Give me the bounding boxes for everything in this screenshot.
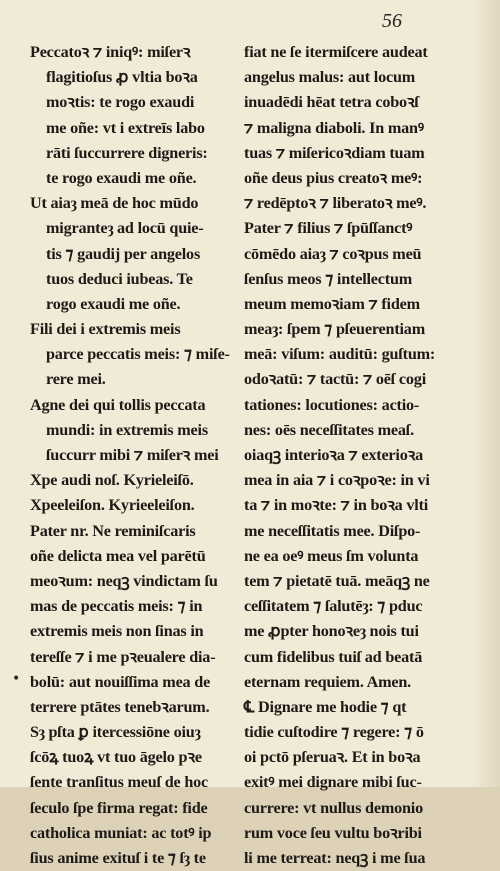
text-line: meum memoꝛiam ⁊ fidem (244, 294, 420, 313)
text-line: ſuccurr mibi ⁊ miſerꝛ mei (46, 446, 219, 464)
text-line: eternam requiem. Amen. (244, 672, 412, 691)
text-line: cum fidelibus tuiſ ad beatā (244, 647, 423, 666)
text-line: meoꝛum: neqꝫ vindictam ſu (30, 571, 218, 590)
text-line: mas de peccatis meis: ⁊ in (30, 597, 203, 616)
text-line: tationes: locutiones: actio- (244, 395, 420, 414)
text-line: Xpe audi noſ. Kyrieleiſō. (30, 471, 194, 490)
text-line: extremis meis non ſinas in (30, 622, 204, 641)
text-line: tuos deduci iubeas. Te (46, 269, 193, 288)
text-line: rogo exaudi me oñe. (46, 294, 181, 313)
text-line: cōmēdo aiaȝ ⁊ coꝛpus meū (244, 244, 422, 263)
text-line: ceſſitatem ⁊ ſalutēȝ: ⁊ pduc (244, 597, 423, 616)
text-line: tereſſe ⁊ i me pꝛeualere dia- (30, 647, 216, 666)
margin-dot: • (12, 671, 21, 687)
text-line: oi pctō pſeruaꝛ. Et in boꝛa (244, 748, 421, 767)
text-line: tem ⁊ pietatē tuā. meāqꝫ ne (244, 571, 430, 590)
text-line: meā: viſum: auditū: guſtum: (244, 345, 436, 364)
text-line: meaȝ: ſpem ⁊ pſeuerentiam (244, 320, 425, 339)
text-line: Xpeeleiſon. Kyrieeleiſon. (30, 496, 195, 515)
text-line: me oñe: vt i extreīs labo (46, 118, 205, 137)
text-line: Pater nr. Ne reminiſcaris (30, 521, 196, 540)
text-line: Peccatoꝛ ⁊ iniqꝰ: miſerꝛ (30, 43, 191, 61)
text-line: Fili dei i extremis meis (30, 320, 181, 339)
right-text-column (244, 40, 466, 871)
text-line: Pater ⁊ filius ⁊ ſpūſſanctꝰ (244, 219, 413, 238)
text-line: ſcōꝝ tuoꝝ vt tuo āgelo pꝛe (30, 748, 202, 767)
text-line: moꝛtis: te rogo exaudi (46, 93, 195, 112)
text-line: oiaqꝫ interioꝛa ⁊ exterioꝛa (244, 446, 423, 464)
text-line: rāti ſuccurrere digneris: (46, 143, 208, 162)
text-line: currere: vt nullus demonio (244, 798, 424, 817)
text-line: ſente tranſitus meuſ de hoc (30, 773, 209, 792)
text-line: oñe deus pius creatoꝛ meꝰ: (244, 168, 423, 187)
page-number: 56 (382, 10, 402, 32)
text-line: ſeculo ſpe firma regat: fide (30, 798, 208, 817)
text-line: Agne dei qui tollis peccata (30, 395, 206, 414)
text-line: odoꝛatū: ⁊ tactū: ⁊ oēſ cogi (244, 370, 426, 389)
text-line: ⁊ maligna diaboli. In manꝰ (244, 118, 424, 137)
text-line: te rogo exaudi me oñe. (46, 168, 197, 187)
text-line: rum voce ſeu vultu boꝛribi (244, 823, 422, 842)
text-line: li me terreat: neqꝫ i me ſua (244, 849, 426, 867)
text-line: tuas ⁊ miſericoꝛdiam tuam (244, 143, 425, 162)
text-line: oñe delicta mea vel parētū (30, 546, 206, 565)
text-line: Ut aiaȝ meā de hoc mūdo (30, 194, 199, 213)
text-line: tidie cuſtodire ⁊ regere: ⁊ ō (244, 723, 424, 742)
text-line: migranteȝ ad locū quie- (46, 219, 204, 238)
text-line: mundi: in extremis meis (46, 420, 208, 439)
text-line: fiat ne ſe itermiſcere audeat (244, 43, 428, 61)
text-line: exitꝰ mei dignare mibi ſuc- (244, 773, 422, 792)
text-line: tis ⁊ gaudij per angelos (46, 244, 201, 263)
text-line: rere mei. (46, 370, 106, 389)
text-line: ⁊ redēptoꝛ ⁊ liberatoꝛ meꝰ. (244, 194, 427, 213)
text-line: ſenſus meos ⁊ intellectum (244, 269, 413, 288)
text-line: ſius anime exituſ i te ⁊ ſȝ te (30, 849, 206, 867)
text-line: angelus malus: aut locum (244, 68, 416, 87)
text-line: terrere ptātes tenebꝛarum. (30, 697, 210, 716)
text-line: flagitioſus ꝓ vltia boꝛa (46, 68, 198, 87)
text-line: bolū: aut nouiſſima mea de (30, 672, 211, 691)
text-line: nes: oēs neceſſitates meaſ. (244, 420, 414, 439)
text-line: catholica muniat: ac totꝰ ip (30, 823, 212, 842)
text-line: ta ⁊ in moꝛte: ⁊ in boꝛa vlti (244, 496, 429, 515)
text-line: parce peccatis meis: ⁊ miſe- (46, 345, 230, 364)
text-line: ne ea oeꝰ meus ſm volunta (244, 546, 419, 565)
left-text-column (30, 40, 245, 871)
text-line: me ꝓpter honoꝛeȝ nois tui (244, 622, 419, 641)
text-line: mea in aia ⁊ i coꝛpoꝛe: in vi (244, 471, 430, 490)
text-line: me neceſſitatis mee. Diſpo- (244, 521, 421, 540)
page-edge-shadow (472, 0, 500, 787)
text-line: inuadēdi hēat tetra coboꝛſ (244, 93, 419, 112)
text-line: Sȝ pſta ꝑ itercessiōne oiuȝ (30, 723, 201, 742)
text-line: ℄ Dignare me hodie ⁊ qt (244, 697, 407, 716)
